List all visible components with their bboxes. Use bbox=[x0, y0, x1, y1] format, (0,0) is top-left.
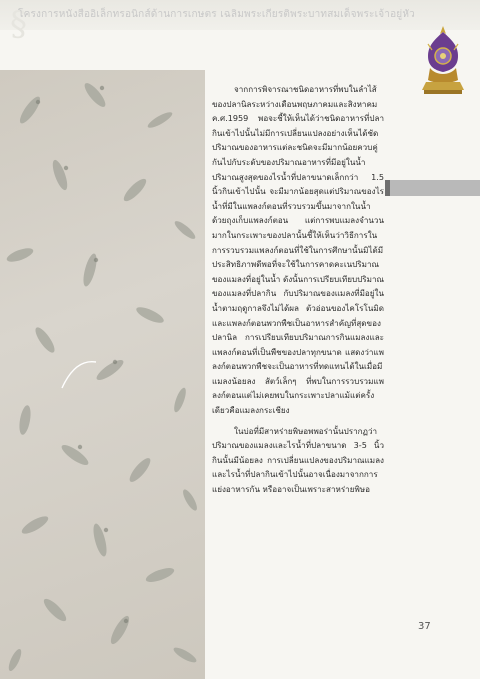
article-body bbox=[212, 82, 384, 497]
page-number: 37 bbox=[418, 621, 431, 632]
running-header: โครงการหนังสืออิเล็กทรอนิกส์ด้านการเกษตร เฉลิมพระเกียรติพระบาทสมเด็จพระเจ้าอยู่หัว bbox=[18, 9, 415, 20]
emblem-icon bbox=[418, 24, 468, 96]
watermark: § bbox=[10, 4, 27, 44]
article-paragraph: จากการพิจารณาชนิดอาหารที่พบในลำไส้ของปลานิลระหว่างเดือนพฤษภาคมและสิงหาคม ค.ศ.1959 พอจะชี้ให้เห็นได้ว่าชนิดอาหารที่ปลากินเข้าไปนั้นไม่มีการเปลี่ยนแปลงอย่างเห็นได้ชัด ปริมาณของอาหารแต่ละชนิดจะมีมากน้อยควบคู่กันไปกับระดับของปริมาณอาหารที่มีอยู่ในน้ำ ปริมาณสูงสุดของไรน้ำที่ปลาขนาดเล็กกว่า 1.5 นิ้วกินเข้าไปนั้น จะมีมากน้อยสุดแต่ปริมาณของไรน้ำที่มีในแพลงก์ตอนที่รวบรวมขึ้นมาจากในน้ำด้วยถุงเก็บแพลงก์ตอน แต่การพบแมลงจำนวนมากในกระเพาะของปลานั้นชี้ให้เห็นว่าวิธีการในการรวบรวมแพลงก์ตอนที่ใช้ในการศึกษานั้นมิได้มีประสิทธิภาพดีพอที่จะใช้ในการคาดคะเนปริมาณของแมลงที่อยู่ในน้ำ ดังนั้นการเปรียบเทียบปริมาณของแมลงที่ปลากิน กับปริมาณของแมลงที่มีอยู่ในน้ำตามฤดูกาลจึงไม่ได้ผล ตัวอ่อนของไคโรโนมิดและแพลงก์ตอนพวกพืชเป็นอาหารสำคัญที่สุดของปลานิล การเปรียบเทียบปริมาณการกินแมลงและแพลงก์ตอนที่เป็นพืชของปลาทุกขนาด แสดงว่าแพลงก์ตอนพวกพืชจะเป็นอาหารที่ทดแทนได้ในเมื่อมีแมลงน้อยลง สัตว์เล็กๆ ที่พบในการรวบรวมแพลงก์ตอนแต่ไม่เคยพบในกระเพาะปลาแม้แต่ครั้งเดียวคือแมลงกระเชียง bbox=[212, 84, 384, 416]
side-tab-bar bbox=[390, 180, 480, 196]
fish-larvae-photo bbox=[0, 70, 205, 679]
article-paragraph: ในบ่อที่มีสาหร่ายพิษอพพอร่านั้นปรากฏว่าปริมาณของแมลงและไรน้ำที่ปลาขนาด 3-5 นิ้ว กินนั้นมีน้อยลง การเปลี่ยนแปลงของปริมาณแมลงและไรน้ำที่ปลากินเข้าไปนั้นอาจเนื่องมาจากการแย่งอาหารกัน หรืออาจเป็นเพราะสาหร่ายพิษอ bbox=[212, 425, 384, 495]
